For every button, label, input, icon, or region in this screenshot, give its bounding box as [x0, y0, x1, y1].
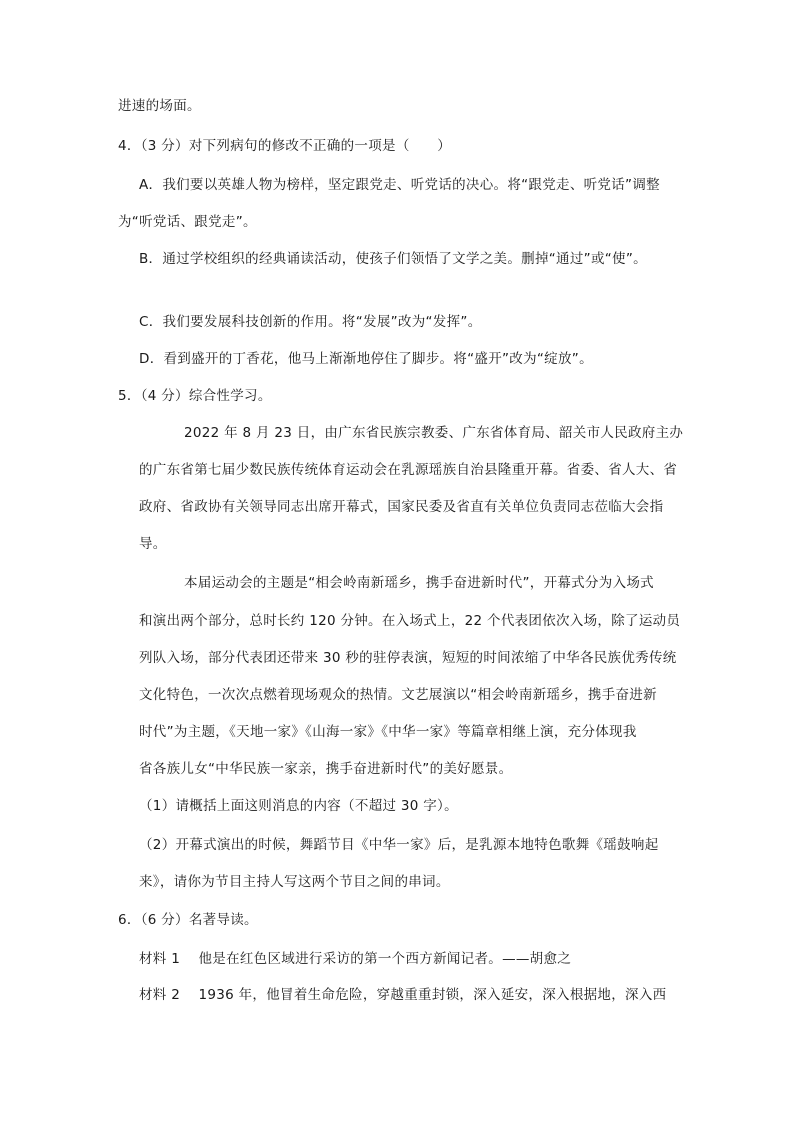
news-paragraph-2-line-6: 省各族儿女“中华民族一家亲，携手奋进新时代”的美好愿景。 [139, 761, 513, 777]
sub-question-2-line-1: （2）开幕式演出的时候，舞蹈节目《中华一家》后，是乳源本地特色歌舞《瑶鼓响起 [139, 837, 659, 853]
news-paragraph-2-line-5: 时代”为主题，《天地一家》《山海一家》《中华一家》等篇章相继上演，充分体现我 [139, 724, 637, 740]
option-d: D．看到盛开的丁香花，他马上渐渐地停住了脚步。将“盛开”改为“绽放”。 [139, 351, 593, 367]
news-paragraph-1-line-3: 政府、省政协有关领导同志出席开幕式，国家民委及省直有关单位负责同志莅临大会指 [139, 499, 664, 515]
news-paragraph-1-line-4: 导。 [139, 536, 167, 552]
option-b: B．通过学校组织的经典诵读活动，使孩子们领悟了文学之美。删掉“通过”或“使”。 [139, 251, 647, 267]
question-4-stem: 4．（3 分）对下列病句的修改不正确的一项是（ ） [118, 138, 452, 154]
news-paragraph-2-line-1: 本届运动会的主题是“相会岭南新瑶乡，携手奋进新时代”，开幕式分为入场式 [184, 575, 654, 591]
option-c: C．我们要发展科技创新的作用。将“发展”改为“发挥”。 [139, 314, 482, 330]
question-6-stem: 6．（6 分）名著导读。 [118, 912, 258, 928]
news-paragraph-1-line-2: 的广东省第七届少数民族传统体育运动会在乳源瑶族自治县隆重开幕。省委、省人大、省 [139, 462, 678, 478]
material-1: 材料 1 他是在红色区域进行采访的第一个西方新闻记者。——胡愈之 [139, 951, 572, 967]
sub-question-2-line-2: 来》，请你为节目主持人写这两个节目之间的串词。 [139, 874, 450, 890]
news-paragraph-1-line-1: 2022 年 8 月 23 日，由广东省民族宗教委、广东省体育局、韶关市人民政府主办 [184, 425, 684, 441]
news-paragraph-2-line-4: 文化特色，一次次点燃着现场观众的热情。文艺展演以“相会岭南新瑶乡，携手奋进新 [139, 687, 657, 703]
news-paragraph-2-line-2: 和演出两个部分，总时长约 120 分钟。在入场式上，22 个代表团依次入场，除了运动员 [139, 613, 681, 629]
question-5-stem: 5．（4 分）综合性学习。 [118, 388, 272, 404]
option-a-line-1: A．我们要以英雄人物为榜样，坚定跟党走、听党话的决心。将“跟党走、听党话”调整 [139, 177, 660, 193]
option-a-line-2: 为“听党话、跟党走”。 [118, 214, 257, 230]
text-line-1: 进速的场面。 [118, 98, 201, 114]
sub-question-1: （1）请概括上面这则消息的内容（不超过 30 字）。 [139, 798, 458, 814]
material-2: 材料 2 1936 年，他冒着生命危险，穿越重重封锁，深入延安，深入根据地，深入西 [139, 987, 667, 1003]
news-paragraph-2-line-3: 列队入场，部分代表团还带来 30 秒的驻停表演，短短的时间浓缩了中华各民族优秀传统 [139, 650, 677, 666]
